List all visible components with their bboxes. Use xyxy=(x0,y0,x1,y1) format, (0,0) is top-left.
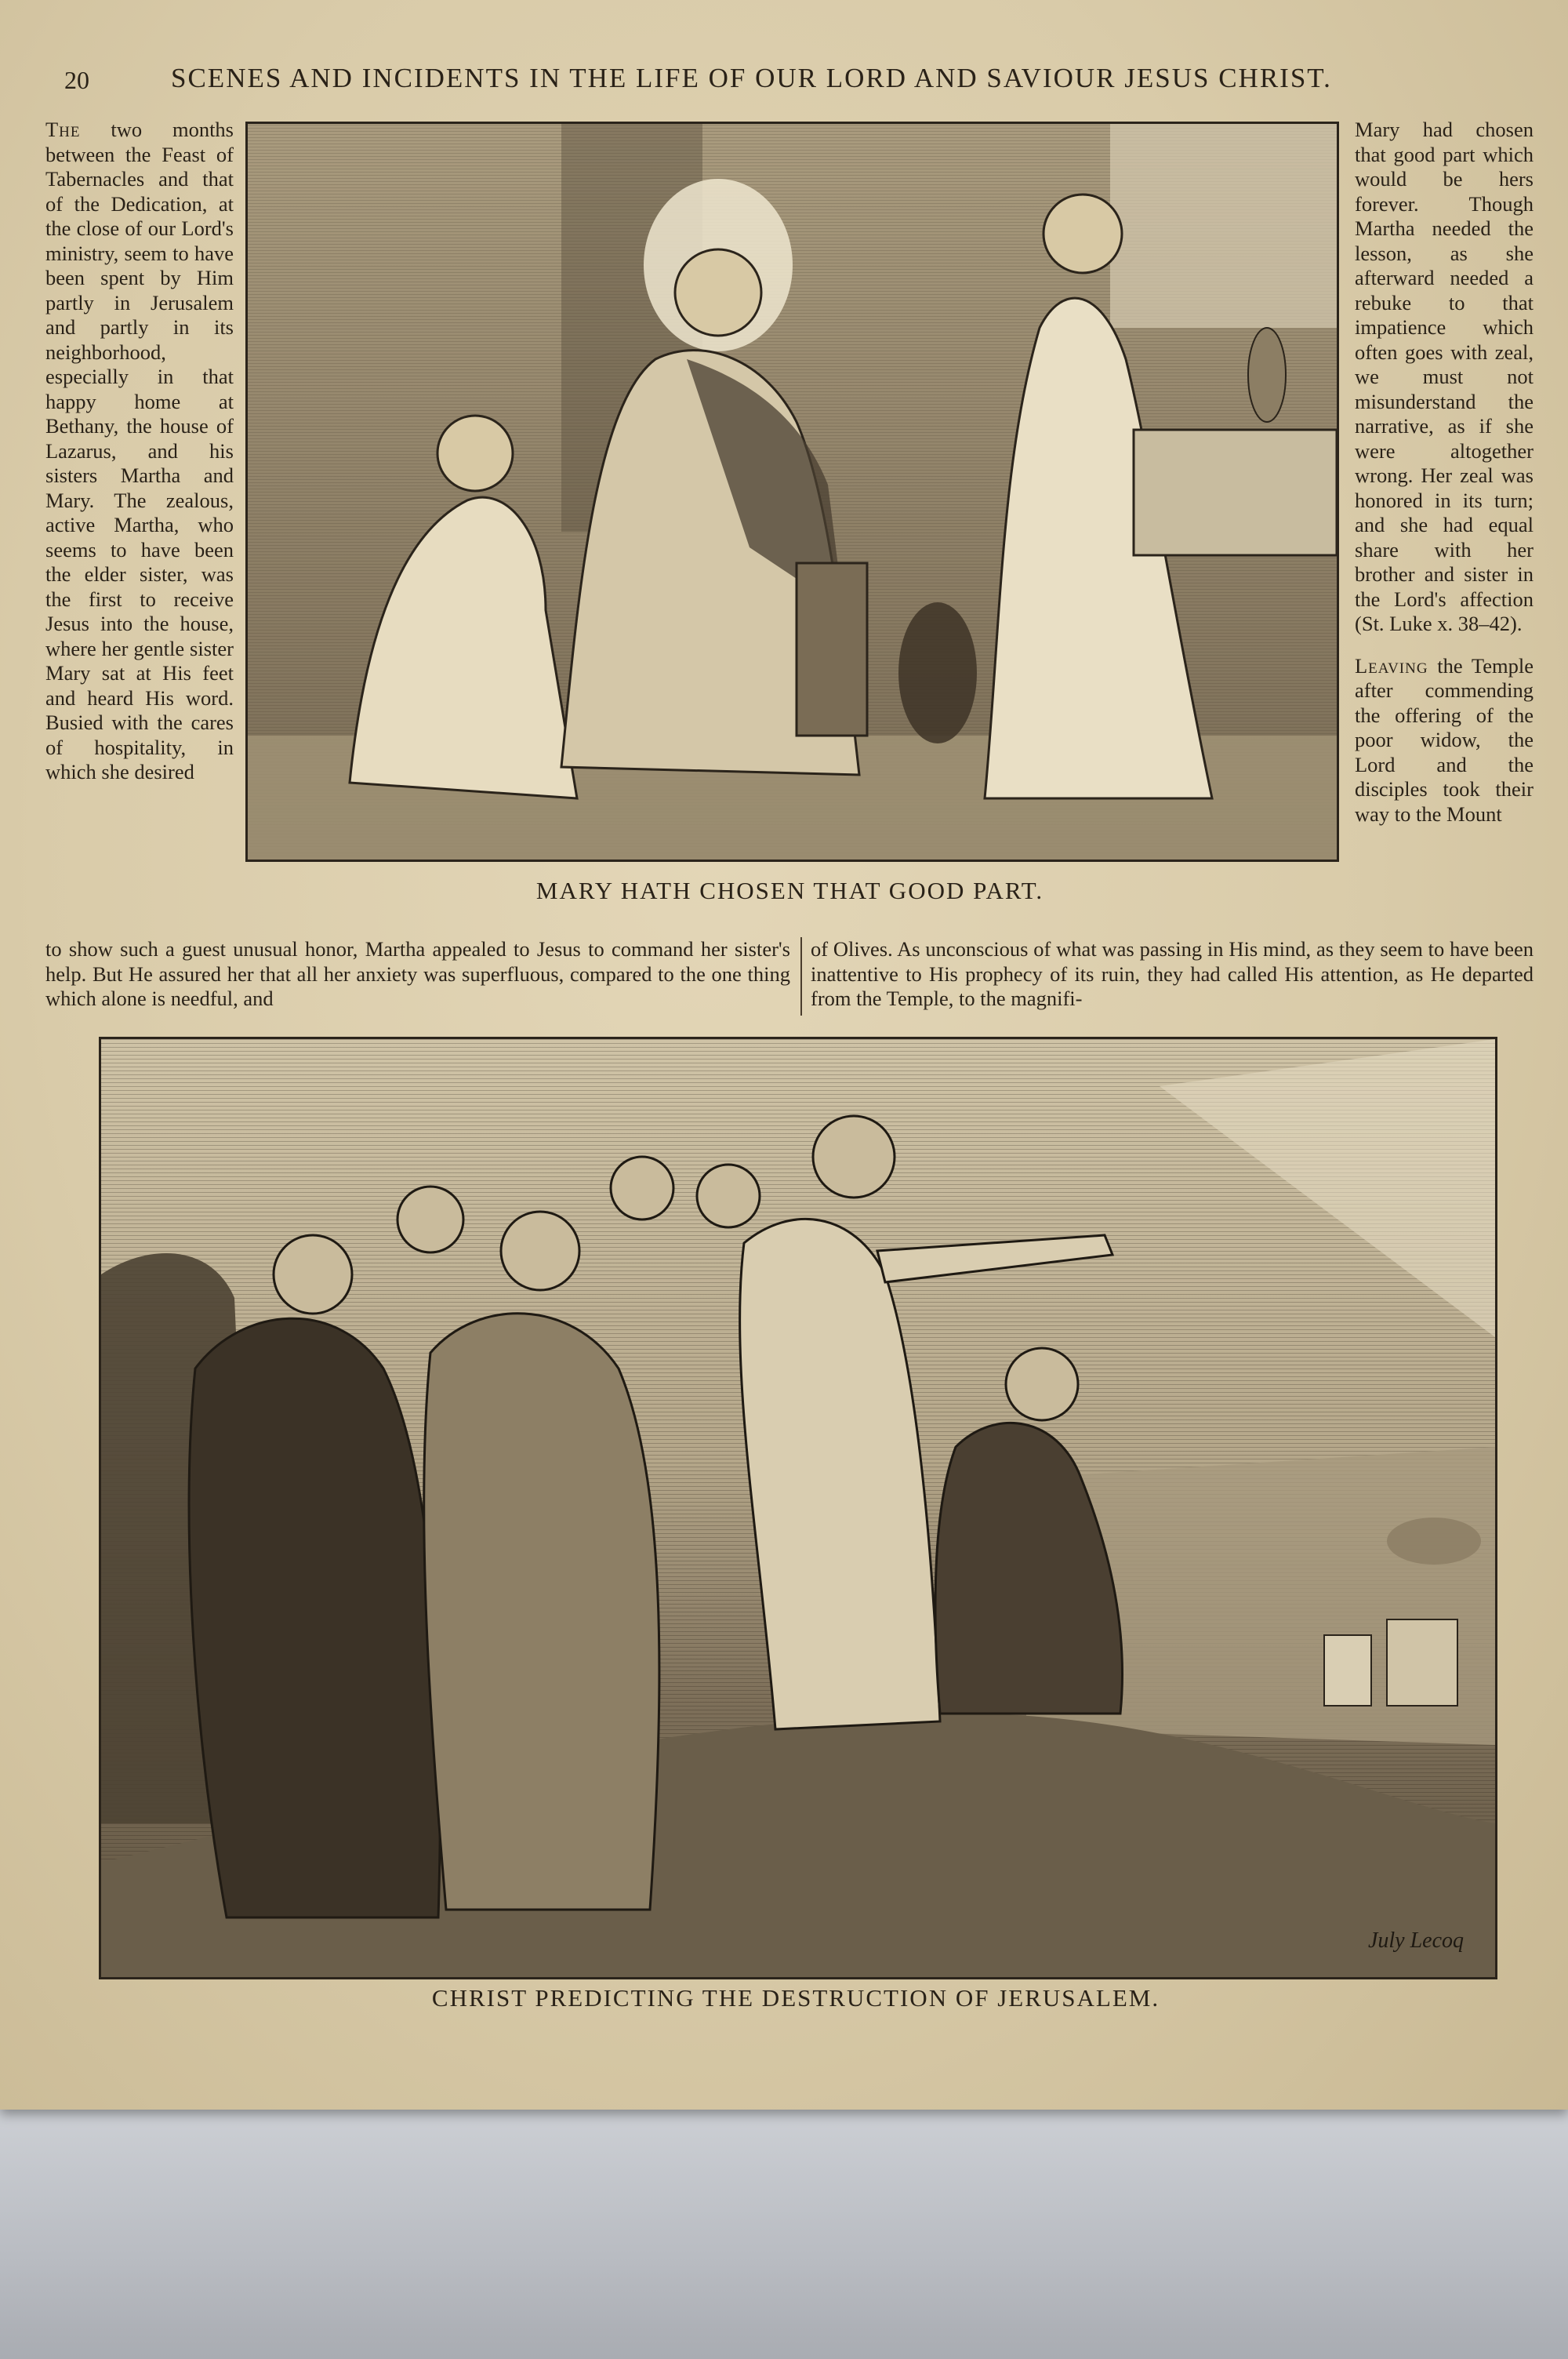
caption-bottom-illustration: CHRIST PREDICTING THE DESTRUCTION OF JERUSALEM. xyxy=(431,1984,1160,2012)
right-column-para-2-body: the Temple after commending the offering of the poor widow, the Lord and the disciples took their way to the Mount xyxy=(1355,653,1534,826)
engraving-mary-martha-art xyxy=(248,124,1337,860)
left-column-body: two months between the Feast of Tabernacles and that of the Dedication, at the close of our Lord's ministry, seem to have been spent by Him partly in Jerusalem and partly in its neighborhood, especially in that happy home at Bethany, the house of Lazarus, and his sisters Martha and Mary. The zealous, active Martha, who seems to have been the elder sister, was the first to receive Jesus into the house, where her gentle sister Mary sat at His feet and heard His word. Busied with the cares of hospitality, in which she desired xyxy=(45,118,234,783)
spanning-text-right: of Olives. As unconscious of what was passing in His mind, as they seem to have been inattentive to His prophecy of its ruin, they had called His attention, as He departed from the Temple, to the magnifi- xyxy=(811,937,1534,1010)
left-column-text xyxy=(45,118,234,785)
right-column xyxy=(1355,118,1534,827)
caption-top-illustration: MARY HATH CHOSEN THAT GOOD PART. xyxy=(535,877,1044,904)
engraving-jerusalem xyxy=(99,1037,1497,1979)
engraving-jerusalem-art xyxy=(101,1039,1495,1977)
scanner-backdrop xyxy=(0,2102,1568,2359)
engraver-signature: July Lecoq xyxy=(1367,1928,1464,1953)
engraving-mary-martha xyxy=(245,122,1339,862)
page-number: 20 xyxy=(64,66,89,94)
para-lead-word: Leaving xyxy=(1355,653,1428,678)
drop-lead-word: The xyxy=(45,118,81,141)
column-divider xyxy=(800,937,802,1016)
right-column-para-2 xyxy=(1355,654,1534,827)
spanning-text-left: to show such a guest unusual honor, Martha appealed to Jesus to command her sister's help. But He assured her that all her anxiety was superfluous, compared to the one thing which alone is needful, and xyxy=(45,937,790,1010)
right-column-para-1: Mary had chosen that good part which would be hers forever. Though Martha needed the lesson, as she afterward needed a rebuke to that impatience which often goes with zeal, we must not misunderstand the narrative, as if she were altogether wrong. Her zeal was honored in its turn; and she had equal share with her brother and sister in the Lord's affection (St. Luke x. 38–42). xyxy=(1355,118,1534,635)
running-head: SCENES AND INCIDENTS IN THE LIFE OF OUR LORD AND SAVIOUR JESUS CHRIST. xyxy=(171,63,1332,93)
